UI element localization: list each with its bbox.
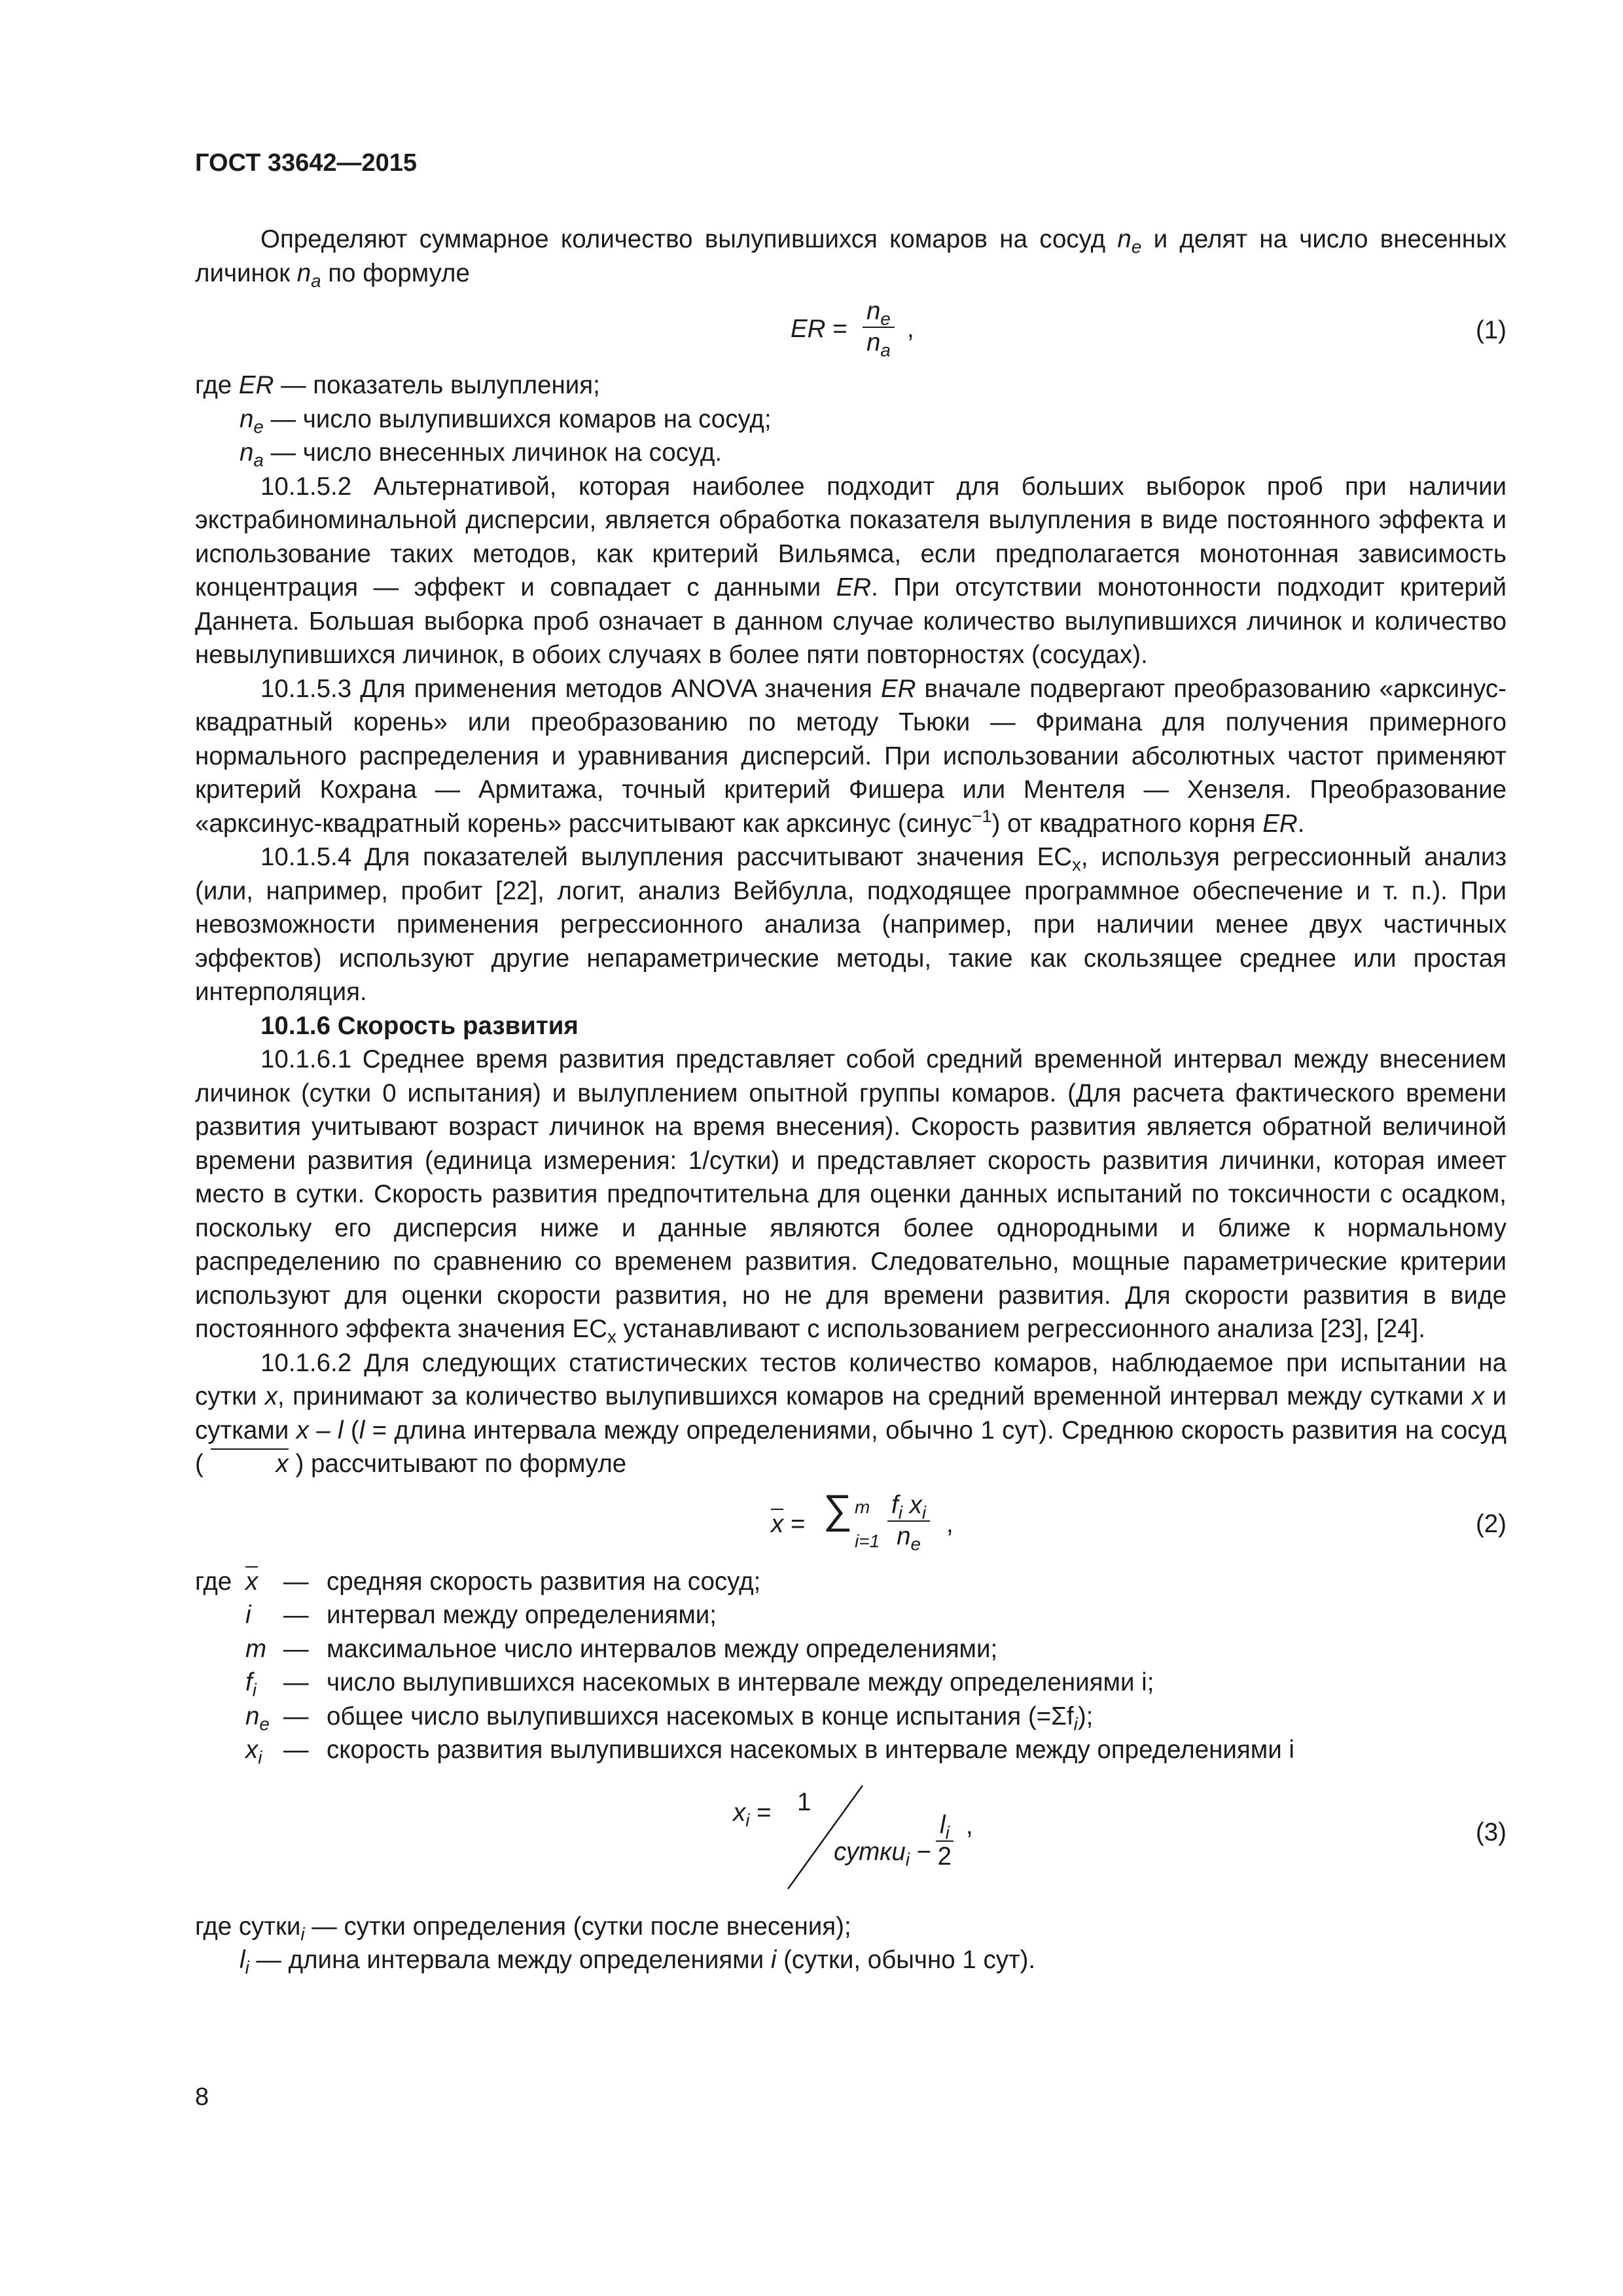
where-er: где ER — показатель вылупления; bbox=[195, 371, 600, 399]
legend-row-fi: $f_i$ — число вылупившихся насекомых в интервале между определениями i; bbox=[245, 1668, 1154, 1700]
where-sutki: где сутки$_i$ — сутки определения (сутки после внесения); bbox=[195, 1912, 851, 1944]
sum-sign: ∑ bbox=[823, 1486, 853, 1532]
intro-paragraph: Определяют суммарное количество вылупившихся комаров на сосуд $n_e$ и делят на число внесенных личинок $n_a$ по формуле bbox=[195, 225, 1507, 291]
page-number: 8 bbox=[195, 2083, 209, 2111]
formula-3-number: (3) bbox=[1475, 1818, 1507, 1846]
legend-row-xi: $x_i$ — скорость развития вылупившихся насекомых в интервале между определениями i bbox=[245, 1736, 1294, 1768]
formula-2-fraction: $\frac{f_i x_i}{n_e}$ bbox=[887, 1490, 930, 1552]
formula-1-fraction: $\frac{n_e}{n_a}$ bbox=[863, 296, 895, 358]
where-na: $n_a$ — число внесенных личинок на сосуд. bbox=[240, 439, 722, 471]
formula-1-number: (1) bbox=[1475, 316, 1507, 344]
formula-3-fraction: $\frac{l_i}{2}$ bbox=[936, 1810, 954, 1872]
paragraph-10-1-5-3: 10.1.5.3 Для применения методов ANOVA значения ER вначале подвергают преобразованию «арксинус-квадратный корень» или преобразованию по методу Тьюки — Фримана для получения примерного нормального распределения и уравнивания дисперсий. При использовании абсолютных частот применяют критерий Кохрана — Армитажа, точный критерий Фишера или Ментеля — Хензеля. Преобразование «арксинус-квадратный корень» рассчитывают как арксинус (синус$^{-1}$) от квадратного корня ER. bbox=[195, 674, 1507, 838]
legend-row-xbar: где x — средняя скорость развития на сосуд; bbox=[195, 1565, 1507, 1599]
formula-2-number: (2) bbox=[1475, 1509, 1507, 1538]
formula-2-legend bbox=[195, 1565, 1507, 1767]
document-body bbox=[195, 223, 1507, 1977]
where-li: $l_i$ — длина интервала между определениями i (сутки, обычно 1 сут). bbox=[240, 1946, 1036, 1978]
legend-row-ne: $n_e$ — общее число вылупившихся насекомых в конце испытания $(=\Sigma f_i)$; bbox=[245, 1702, 1094, 1734]
section-title-10-1-6: 10.1.6 Скорость развития bbox=[260, 1011, 579, 1040]
formula-2: x = ∑ m i=1 $\frac{f_i x_i}{n_e}$ , (2) bbox=[771, 1486, 1507, 1554]
formula-1: ER = $\frac{n_e}{n_a}$ , (1) bbox=[791, 297, 1507, 361]
where-ne: $n_e$ — число вылупившихся комаров на сосуд; bbox=[240, 404, 772, 437]
formula-3: $x_i$ = 1 сутки$_i$ − $\frac{l_i}{2}$ , (3) bbox=[195, 1772, 1507, 1910]
standard-header: ГОСТ 33642—2015 bbox=[195, 149, 418, 177]
paragraph-10-1-5-2: 10.1.5.2 Альтернативой, которая наиболее подходит для больших выборок проб при наличии экстрабиноминальной дисперсии, является обработка показателя вылупления в виде постоянного эффекта и использование таких методов, как критерий Вильямса, если предполагается монотонная зависимость концентрация — эффект и совпадает с данными ER. При отсутствии монотонности подходит критерий Даннета. Большая выборка проб означает в данном случае количество вылупившихся личинок и количество невылупившихся личинок, в обоих случаях в более пяти повторностях (сосудах). bbox=[195, 472, 1507, 669]
paragraph-10-1-5-4: 10.1.5.4 Для показателей вылупления рассчитывают значения $EC_x$, используя регрессионный анализ (или, например, пробит [22], логит, анализ Вейбулла, подходящее программное обеспечение и т. п.). При невозможности применения регрессионного анализа (например, при наличии менее двух частичных эффектов) используют другие непараметрические методы, такие как скользящее среднее или простая интерполяция. bbox=[195, 843, 1507, 1006]
legend-row-i: i — интервал между определениями; bbox=[245, 1601, 717, 1629]
legend-row-m: m — максимальное число интервалов между определениями; bbox=[245, 1634, 998, 1663]
paragraph-10-1-6-2: 10.1.6.2 Для следующих статистических тестов количество комаров, наблюдаемое при испытании на сутки x, принимают за количество вылупившихся комаров на средний временной интервал между сутками x и сутками x – l (l = длина интервала между определениями, обычно 1 сут). Среднюю скорость развития на сосуд ( x ) рассчитывают по формуле bbox=[195, 1346, 1507, 1481]
paragraph-10-1-6-1: 10.1.6.1 Среднее время развития представляет собой средний временной интервал между внесением личинок (сутки 0 испытания) и вылуплением опытной группы комаров. (Для расчета фактического времени развития учитывают возраст личинок на время внесения). Скорость развития является обратной величиной времени развития (единица измерения: 1/сутки) и представляет скорость развития личинки, которая имеет место в сутки. Скорость развития предпочтительна для оценки данных испытаний по токсичности с осадком, поскольку его дисперсия ниже и данные являются более однородными и ближе к нормальному распределению по сравнению со временем развития. Следовательно, мощные параметрические критерии используют для оценки скорости развития, но не для времени развития. Для скорости развития в виде постоянного эффекта значения $EC_x$ устанавливают с использованием регрессионного анализа [23], [24]. bbox=[195, 1045, 1507, 1347]
